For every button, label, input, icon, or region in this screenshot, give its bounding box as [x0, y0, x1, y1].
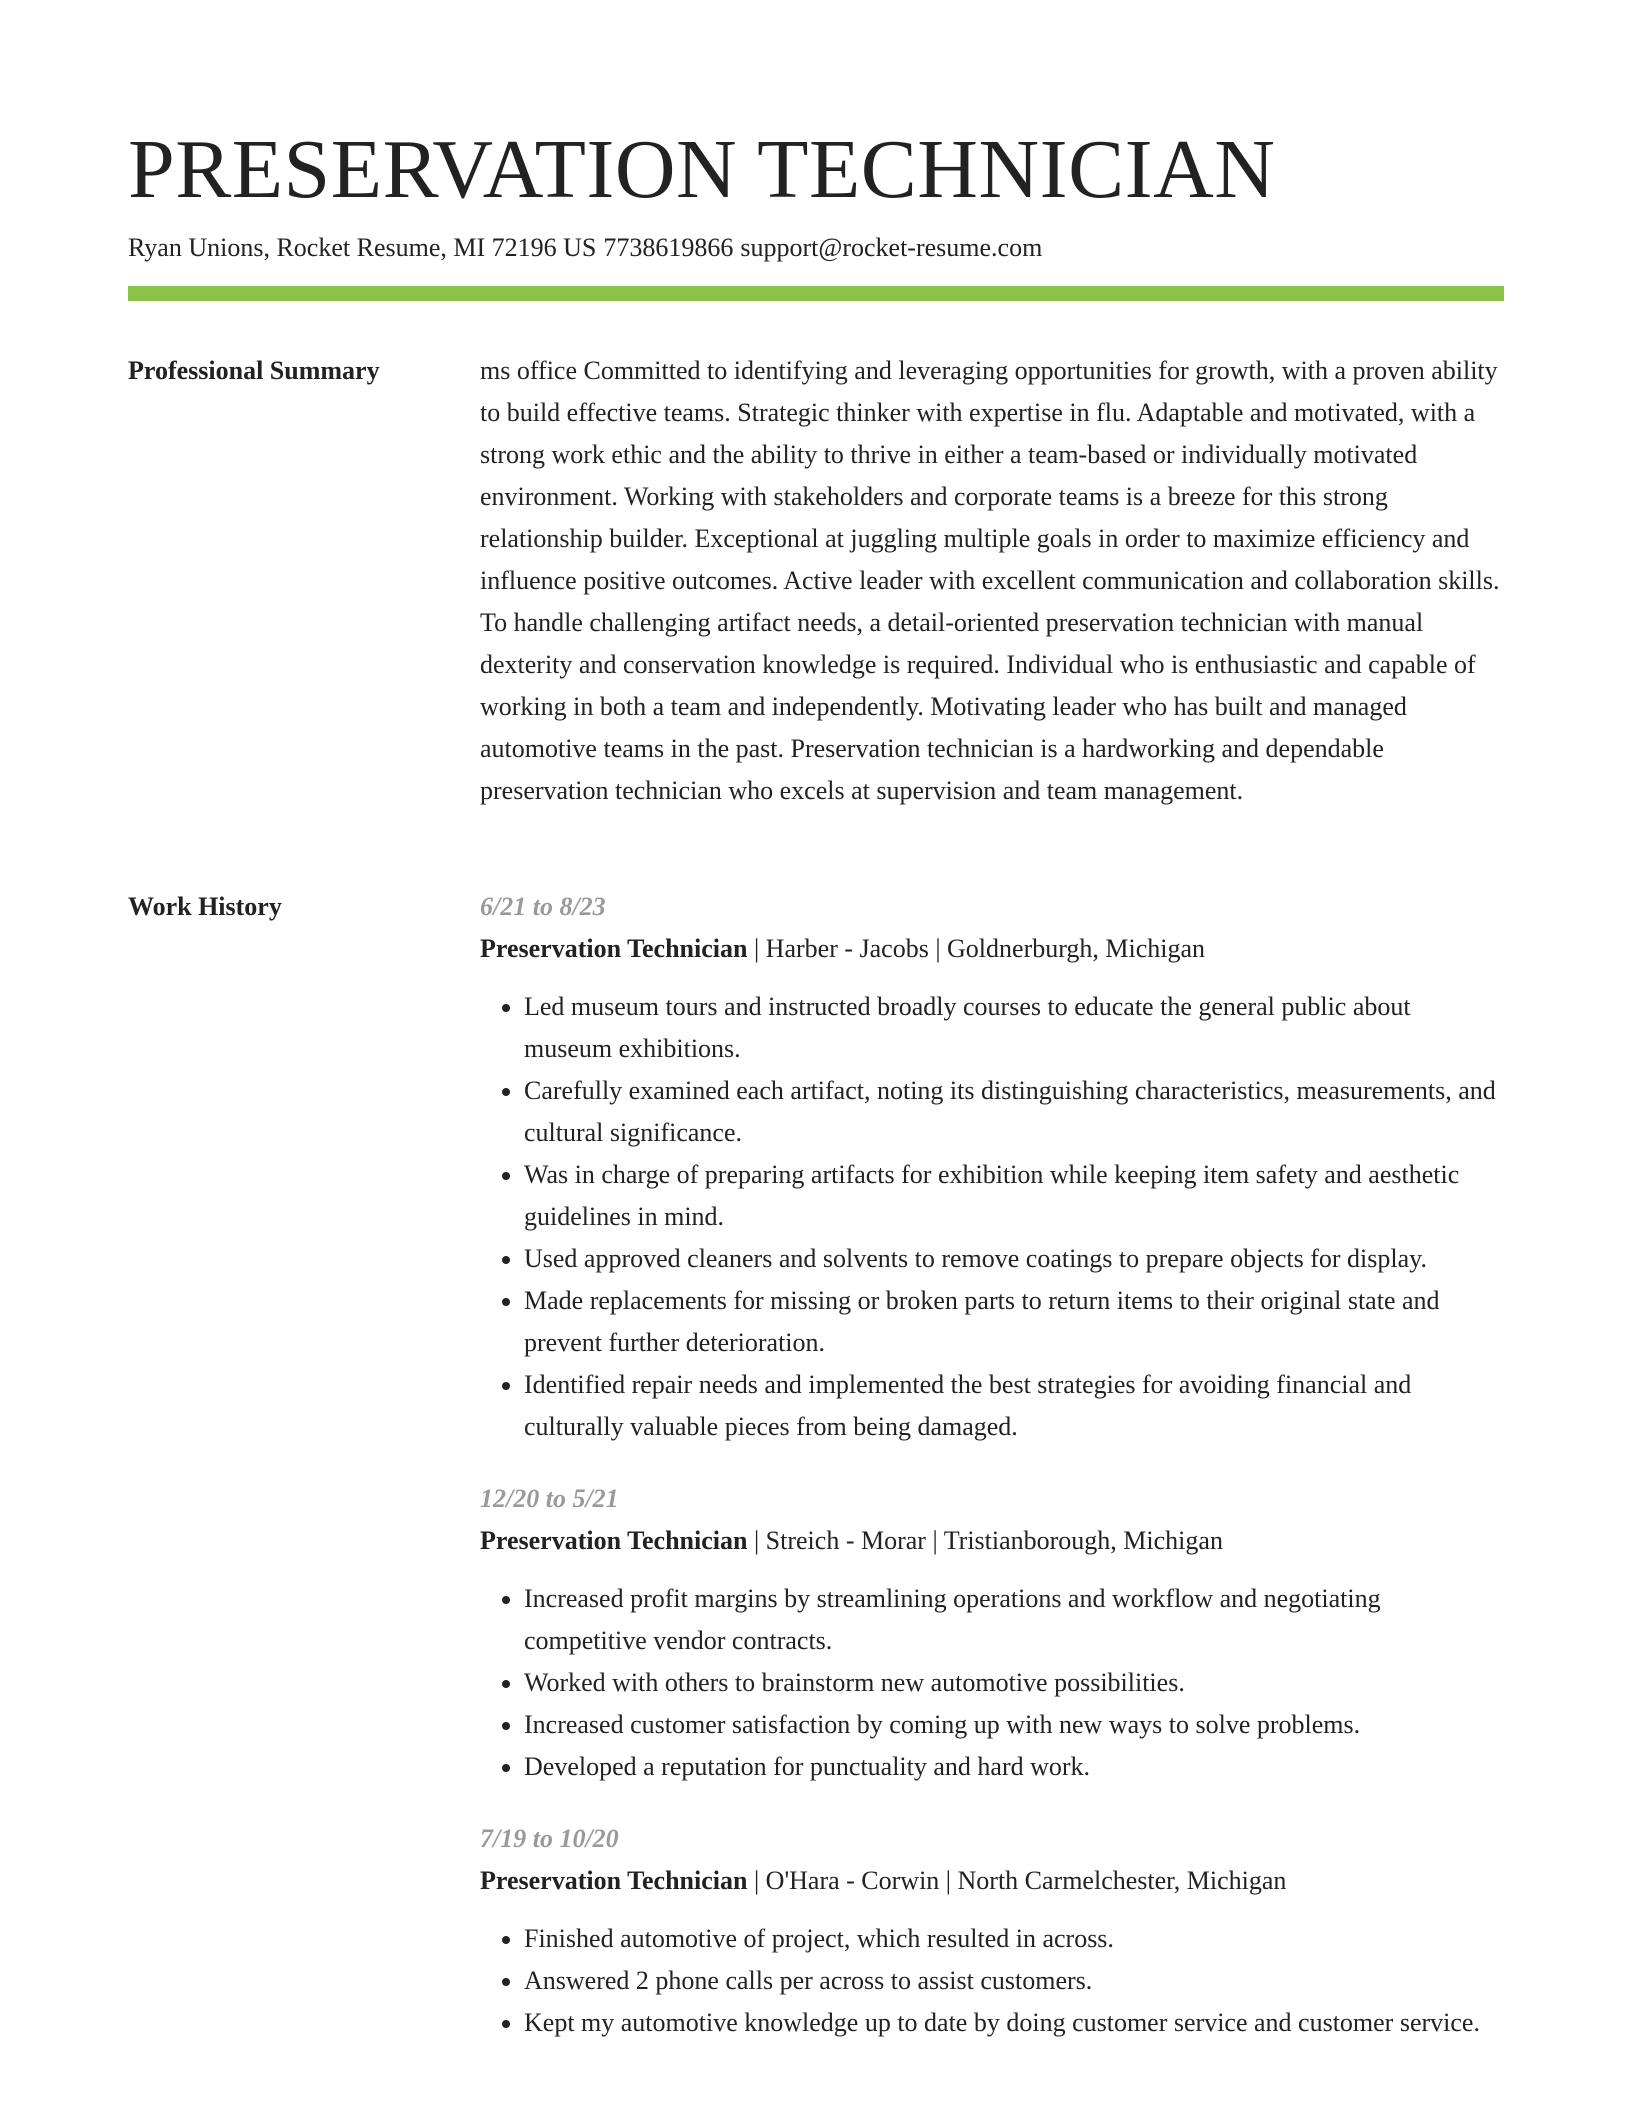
job-bullets [480, 1578, 1504, 1788]
job-dates: 6/21 to 8/23 [480, 892, 606, 921]
job-details: | Harber - Jacobs | Goldnerburgh, Michigan [747, 934, 1206, 963]
job-title: Preservation Technician [480, 1526, 748, 1555]
job-bullet: • Answered 2 phone calls per across to assist customers. [524, 1960, 1504, 2002]
job-bullets [480, 1918, 1504, 2044]
job-bullet: • Increased customer satisfaction by coming up with new ways to solve problems. [524, 1704, 1504, 1746]
job-bullet: • Increased profit margins by streamlining operations and workflow and negotiating competitive vendor contracts. [524, 1578, 1504, 1662]
job-bullet: • Used approved cleaners and solvents to remove coatings to prepare objects for display. [524, 1238, 1504, 1280]
job-bullet: • Worked with others to brainstorm new automotive possibilities. [524, 1662, 1504, 1704]
job-bullet: • Led museum tours and instructed broadly courses to educate the general public about museum exhibitions. [524, 986, 1504, 1070]
contact-address: Ryan Unions, Rocket Resume, MI 72196 US [128, 233, 597, 262]
job-bullet: • Was in charge of preparing artifacts for exhibition while keeping item safety and aesthetic guidelines in mind. [524, 1154, 1504, 1238]
job-heading [480, 1860, 1504, 1902]
contact-email: support@rocket-resume.com [740, 233, 1043, 262]
contact-line [128, 232, 1042, 264]
contact-phone: 7738619866 [603, 233, 734, 262]
job-bullet: • Kept my automotive knowledge up to date by doing customer service and customer service. [524, 2002, 1504, 2044]
job-dates: 12/20 to 5/21 [480, 1484, 619, 1513]
summary-heading: Professional Summary [128, 356, 380, 385]
job-bullet: • Made replacements for missing or broken parts to return items to their original state and prevent further deterioration. [524, 1280, 1504, 1364]
job-details: | O'Hara - Corwin | North Carmelchester, Michigan [747, 1866, 1287, 1895]
job-dates: 7/19 to 10/20 [480, 1824, 619, 1853]
job-details: | Streich - Morar | Tristianborough, Michigan [747, 1526, 1223, 1555]
job-bullet: • Identified repair needs and implemented the best strategies for avoiding financial and culturally valuable pieces from being damaged. [524, 1364, 1504, 1448]
job-entry [480, 886, 1504, 1448]
job-bullet: • Finished automotive of project, which resulted in across. [524, 1918, 1504, 1960]
job-heading [480, 928, 1504, 970]
summary-text: ms office Committed to identifying and leveraging opportunities for growth, with a proven ability to build effective teams. Strategic thinker with expertise in flu. Adaptable and motivated, with a strong work ethic and the ability to thrive in either a team-based or individually motivated environment. Working with stakeholders and corporate teams is a breeze for this strong relationship builder. Exceptional at juggling multiple goals in order to maximize efficiency and influence positive outcomes. Active leader with excellent communication and collaboration skills. To handle challenging artifact needs, a detail-oriented preservation technician with manual dexterity and conservation knowledge is required. Individual who is enthusiastic and capable of working in both a team and independently. Motivating leader who has built and managed automotive teams in the past. Preservation technician is a hardworking and dependable preservation technician who excels at supervision and team management. [480, 356, 1500, 805]
job-bullet: • Carefully examined each artifact, noting its distinguishing characteristics, measurements, and cultural significance. [524, 1070, 1504, 1154]
work-history-heading: Work History [128, 892, 282, 921]
job-entry [480, 1818, 1504, 2044]
job-entry [480, 1478, 1504, 1788]
resume-title: PRESERVATION TECHNICIAN [128, 123, 1276, 216]
job-bullet: • Developed a reputation for punctuality and hard work. [524, 1746, 1504, 1788]
accent-divider [128, 286, 1504, 301]
job-heading [480, 1520, 1504, 1562]
job-title: Preservation Technician [480, 1866, 748, 1895]
job-bullets [480, 986, 1504, 1448]
job-title: Preservation Technician [480, 934, 748, 963]
